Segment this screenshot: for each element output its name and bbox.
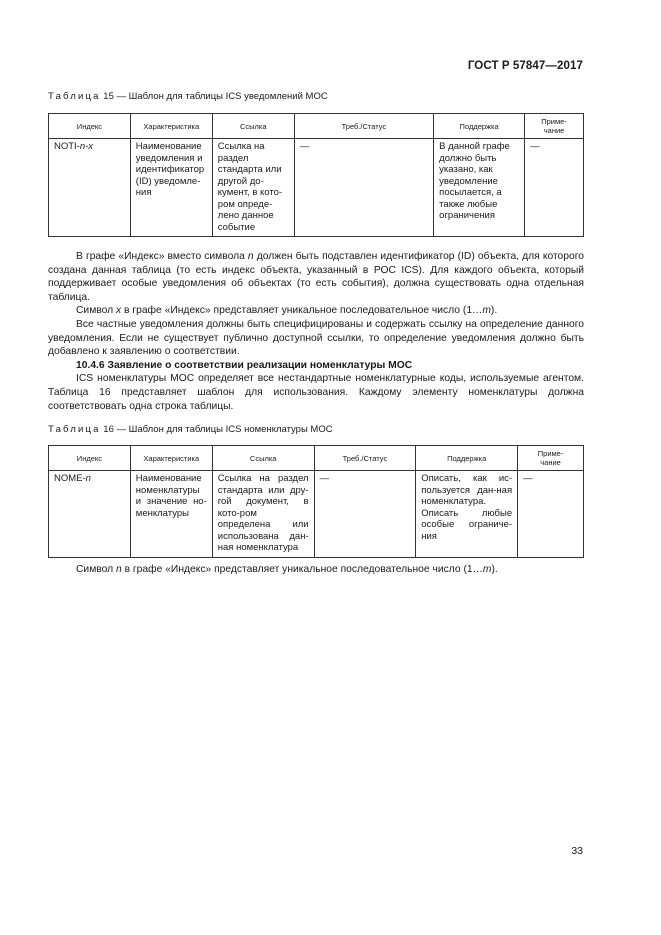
index-prefix: NOTI- [54, 141, 80, 152]
caption-prefix: Таблица [48, 424, 101, 435]
text-run: должен быть подставлен идентификатор (ID) объекта, для которого создана данная таблица (то есть индекс объекта, указанный в РОС ICS). Для каждого объекта, который поддерживает особые уведомления об объектах (то есть события), должна существовать одна отдельная таблица. [48, 251, 584, 303]
text-run: ). [491, 564, 498, 575]
table-header-row [49, 446, 584, 471]
column-header: Поддержка [416, 446, 518, 471]
text-run: в графе «Индекс» представляет уникальное последовательное число (1… [121, 564, 483, 575]
cell-status: — [294, 139, 434, 237]
variable: m [482, 305, 491, 317]
cell-index [49, 471, 131, 558]
page-number: 33 [571, 845, 583, 857]
column-header: Характеристика [130, 446, 212, 471]
table-16 [48, 445, 584, 558]
index-prefix: NOME- [54, 473, 86, 484]
index-variable: n [85, 473, 91, 484]
text-run: ). [490, 305, 498, 317]
table-row [49, 471, 584, 558]
column-header: Индекс [49, 114, 131, 139]
cell-reference: Ссылка на раздел стандарта или дру-гой документ, в кото-ром определена или использована дан-ная номенклатура [212, 471, 314, 558]
variable: x [116, 305, 122, 317]
caption-text: 16 — Шаблон для таблицы ICS номенклатуры МОС [100, 424, 333, 435]
caption-prefix: Таблица [48, 91, 101, 102]
column-header: Треб./Статус [294, 114, 434, 139]
paragraph [48, 563, 584, 577]
cell-note: — [518, 471, 584, 558]
variable: m [482, 564, 492, 575]
paragraph [48, 304, 584, 318]
table-row [49, 139, 584, 237]
text-run: Символ [76, 305, 116, 317]
text-run: Символ [76, 564, 116, 575]
cell-note: — [525, 139, 584, 237]
caption-text: 15 — Шаблон для таблицы ICS уведомлений МОС [100, 91, 328, 102]
column-header: Ссылка [212, 446, 314, 471]
column-header: Индекс [49, 446, 131, 471]
column-header: Ссылка [212, 114, 294, 139]
variable: n [247, 251, 254, 262]
column-header: Приме- чание [518, 446, 584, 471]
table-16-caption [48, 424, 333, 435]
text-run: В графе «Индекс» вместо символа [76, 251, 248, 262]
body-text-block-1 [48, 250, 584, 413]
section-heading: 10.4.6 Заявление о соответствии реализации номенклатуры МОС [76, 359, 413, 371]
paragraph [48, 250, 584, 304]
cell-index [49, 139, 131, 237]
column-header: Поддержка [434, 114, 525, 139]
table-15 [48, 113, 584, 237]
text-run: в графе «Индекс» представляет уникальное последовательное число (1… [121, 305, 483, 317]
body-text-block-2 [48, 563, 584, 577]
cell-support: Описать, как ис-пользуется дан-ная номенклатура. Описать любые особые ограниче-ния [416, 471, 518, 558]
column-header: Приме- чание [525, 114, 584, 139]
paragraph: ICS номенклатуры МОС определяет все нестандартные номенклатурные коды, используемые агентом. Таблица 16 представляет шаблон для использования. Каждому элементу номенклатуры должна соответствовать одна строка таблицы. [48, 373, 584, 412]
index-variable: n-x [79, 141, 94, 152]
cell-support: В данной графе должно быть указано, как уведомление посылается, а также любые ограничения [434, 139, 525, 237]
variable: n [116, 564, 122, 575]
table-header-row [49, 114, 584, 139]
table-15-caption [48, 91, 328, 102]
cell-characteristic: Наименование номенклатуры и значение но-менклатуры [130, 471, 212, 558]
cell-reference: Ссылка на раздел стандарта или другой до-кумент, в кото-ром опреде-лено данное событие [212, 139, 294, 237]
column-header: Треб./Статус [314, 446, 416, 471]
cell-characteristic: Наименование уведомления и идентификатор (ID) уведомле-ния [130, 139, 212, 237]
standard-designation: ГОСТ Р 57847—2017 [467, 60, 583, 72]
column-header: Характеристика [130, 114, 212, 139]
cell-status: — [314, 471, 416, 558]
paragraph: Все частные уведомления должны быть специфицированы и содержать ссылку на определение данного уведомления. Если не существует публично доступной ссылки, то определение уведомления должно быть добавлено к заявлению о соответствии. [48, 318, 584, 358]
